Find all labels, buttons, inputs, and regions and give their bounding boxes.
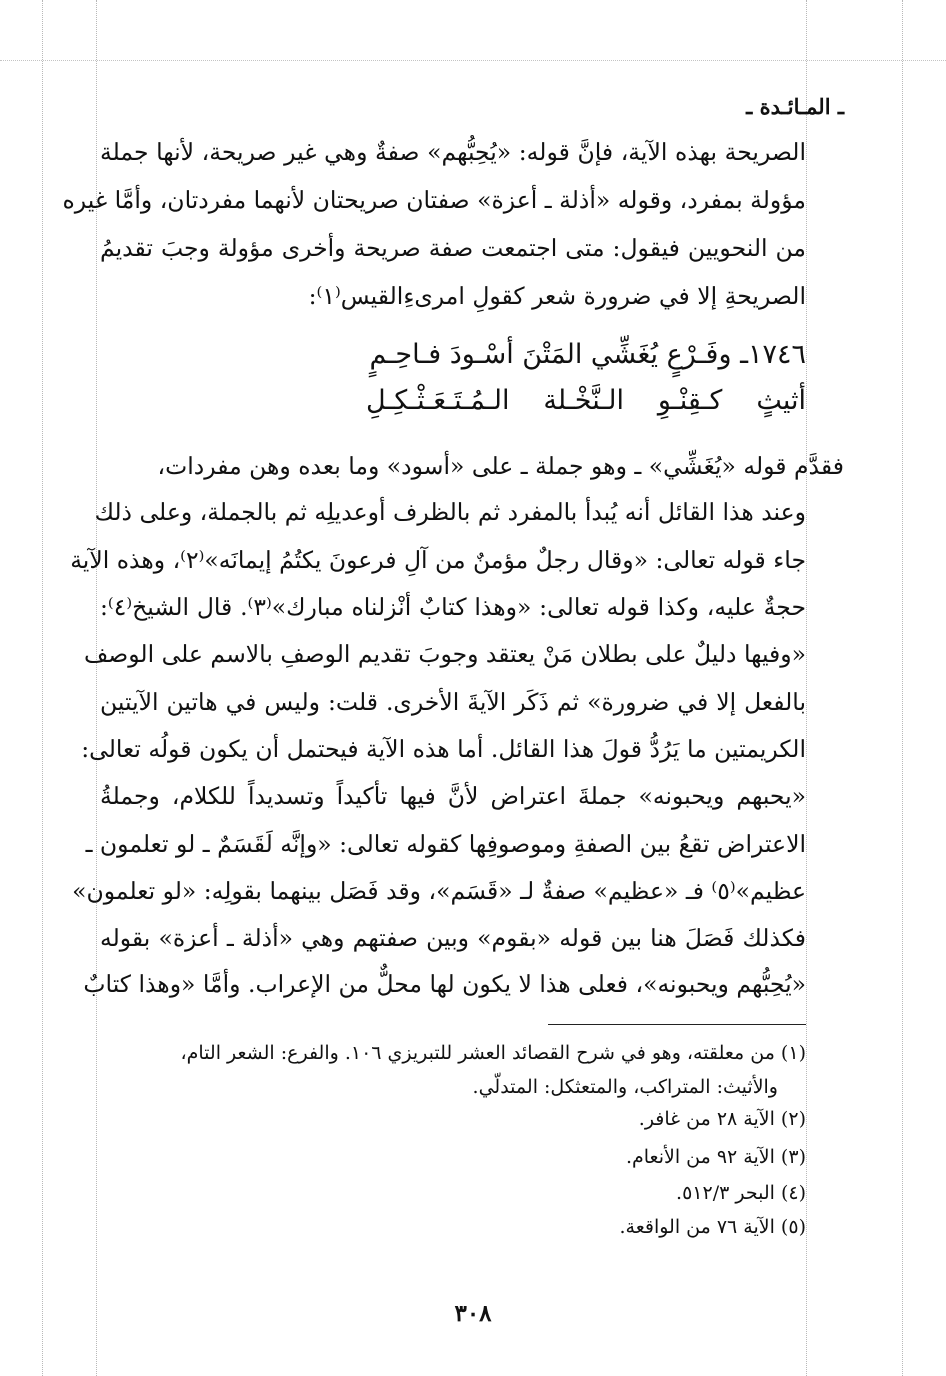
footnote: (١) من معلقته، وهو في شرح القصائد العشر للتبريزي ١٠٦. والفرع: الشعر التام، — [180, 1042, 806, 1064]
guide-line-right-inner — [806, 0, 807, 1376]
body-line: «يُحِبُّهم ويحبونه»، فعلى هذا لا يكون لها محلٌّ من الإعراب. وأمَّا «وهذا كتابٌ — [83, 970, 806, 998]
body-line: وعند هذا القائل أنه يُبدأ بالمفرد ثم بالظرف أوعديلِه ثم بالجملة، وعلى ذلك — [94, 498, 806, 526]
running-header: ـ المـائـدة ـ — [746, 94, 844, 119]
body-line: من النحويين فيقول: متى اجتمعت صفة صريحة وأخرى مؤولة وجبَ تقديمُ — [100, 234, 806, 262]
footnote: (٥) الآية ٧٦ من الواقعة. — [619, 1216, 806, 1238]
footnote-separator — [548, 1024, 806, 1025]
body-line: حجةٌ عليه، وكذا قوله تعالى: «وهذا كتابٌ أنْزلناه مبارك»⁽٣⁾. قال الشيخ⁽٤⁾: — [100, 593, 806, 621]
body-line: «يحبهم ويحبونه» جملةَ اعتراض لأنَّ فيها تأكيداً وتسديداً للكلام، وجملةُ — [100, 782, 806, 810]
footnote: والأثيث: المتراكب، والمتعثكل: المتدلّي. — [472, 1076, 778, 1098]
body-line: فكذلك فَصَلَ هنا بين قوله «بقوم» وبين صفتهم وهي «أذلة ـ أعزة» بقوله — [100, 924, 806, 952]
body-line: الاعتراض تقعُ بين الصفةِ وموصوفِها كقوله تعالى: «وإنَّه لَقَسَمٌ ـ لو تعلمون ـ — [85, 830, 806, 858]
footnote: (٢) الآية ٢٨ من غافر. — [638, 1108, 806, 1130]
body-line: جاء قوله تعالى: «وقال رجلٌ مؤمنٌ من آلِ فرعونَ يكتُمُ إيمانَه»⁽٢⁾، وهذه الآية — [70, 546, 806, 574]
body-line: عظيم»⁽٥⁾ فـ «عظيم» صفةٌ لـ «قَسَم»، وقد فَصَل بينهما بقولِه: «لو تعلمون» — [72, 877, 806, 905]
footnote: (٤) البحر ٥١٢/٣. — [676, 1182, 806, 1204]
body-line: فقدَّم قوله «يُغَشِّي» ـ وهو جملة ـ على «أسود» وما بعده وهن مفردات، — [157, 452, 844, 480]
body-line: بالفعل إلا في ضرورة» ثم ذَكَر الآيةَ الأخرى. قلت: وليس في هاتين الآيتين — [100, 688, 806, 716]
body-line: الصريحةِ إلا في ضرورة شعر كقولِ امرىءِالقيس⁽١⁾: — [308, 282, 806, 310]
verse-line-second: أثيثٍ كـقِنْـوِ الـنَّخْـلة الـمُـتَـعَـثْـكِـلِ — [366, 385, 806, 416]
verse-line-first: ١٧٤٦ـ وفَـرْعٍ يُغَشِّي المَتْنَ أسْـودَ فـاحِـمٍ — [369, 339, 806, 370]
body-line: مؤولة بمفرد، وقوله «أذلة ـ أعزة» صفتان صريحتان لأنهما مفردتان، وأمَّا غيره — [62, 186, 806, 214]
body-line: «وفيها دليلٌ على بطلان مَنْ يعتقد وجوبَ تقديم الوصفِ بالاسم على الوصف — [83, 640, 806, 668]
body-line: الكريمتين ما يَرُدُّ قولَ هذا القائل. أما هذه الآية فيحتمل أن يكون قولُه تعالى: — [81, 735, 806, 763]
footnote: (٣) الآية ٩٢ من الأنعام. — [625, 1146, 806, 1168]
guide-line-top — [0, 60, 946, 61]
guide-line-left — [42, 0, 43, 1376]
page-number: ٣٠٨ — [454, 1300, 492, 1327]
guide-line-right — [902, 0, 903, 1376]
body-line: الصريحة بهذه الآية، فإنَّ قوله: «يُحِبُّهم» صفةٌ وهي غير صريحة، لأنها جملة — [100, 138, 806, 166]
